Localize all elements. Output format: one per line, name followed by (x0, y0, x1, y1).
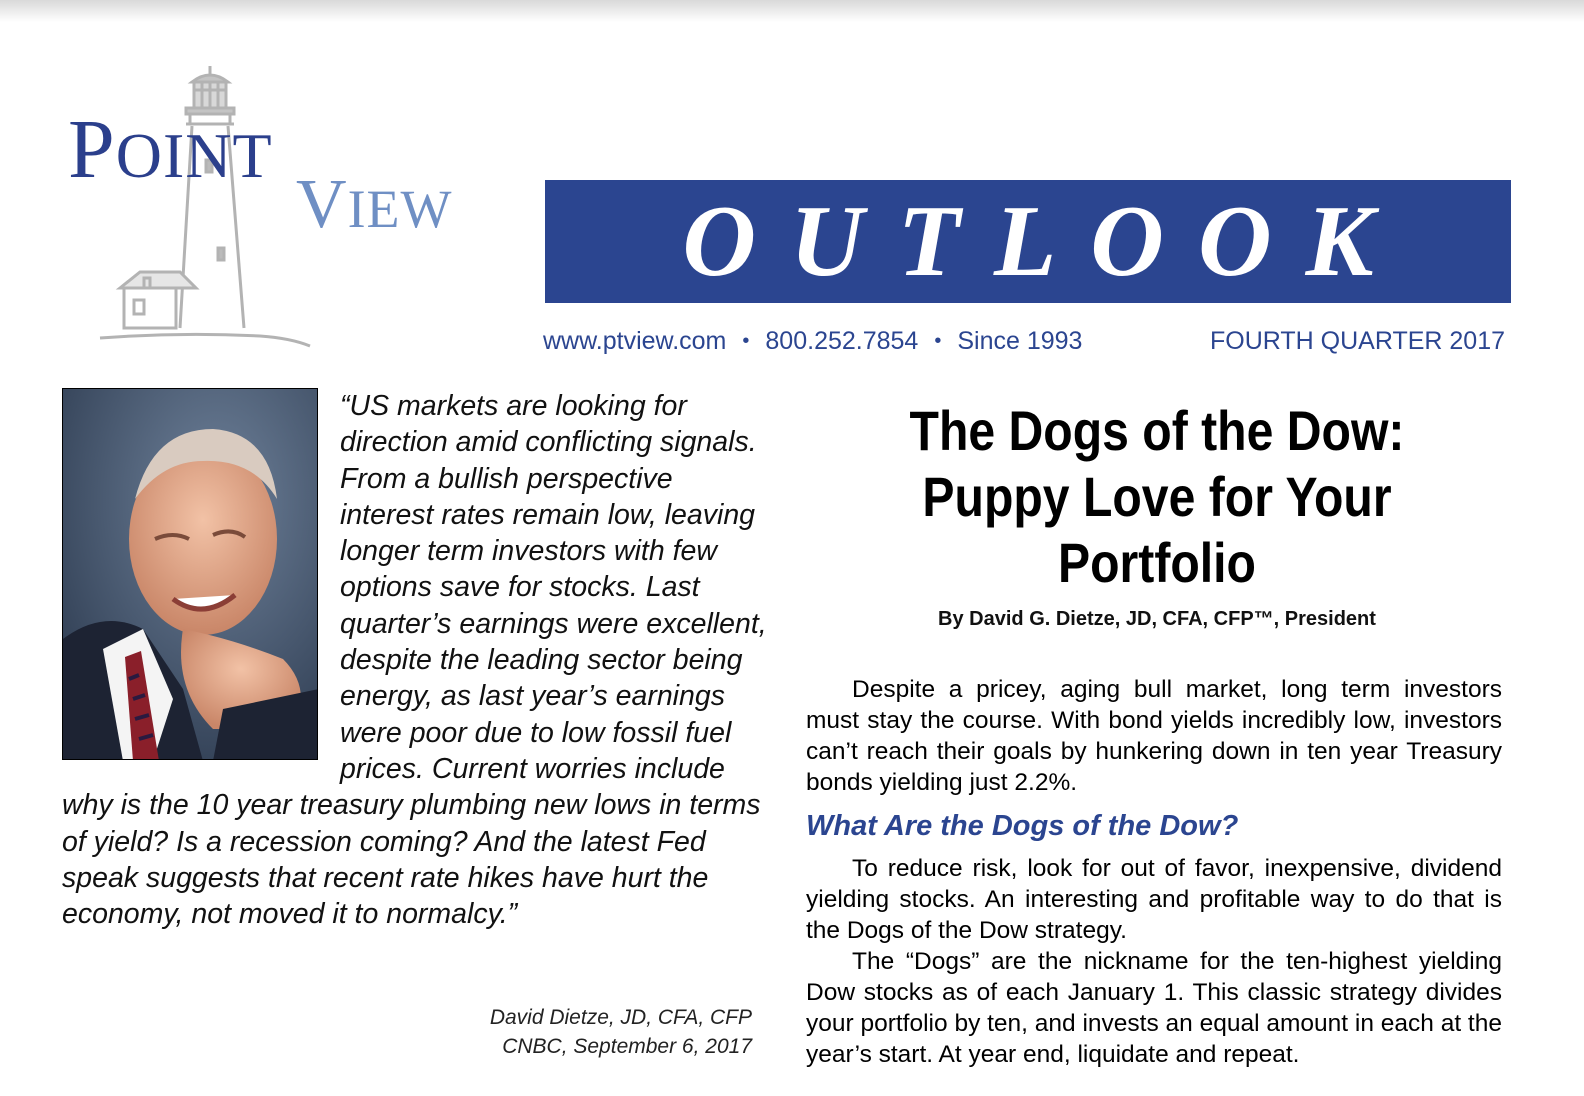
banner-title: OUTLOOK (682, 185, 1408, 298)
title-line: Puppy Love for Your (922, 465, 1392, 528)
title-line: Portfolio (1058, 531, 1256, 594)
quote-attribution (400, 1003, 752, 1061)
attribution-name: David Dietze, JD, CFA, CFP (489, 1006, 752, 1029)
article-paragraph (806, 853, 1502, 946)
paragraph-text: To reduce risk, look for out of favor, inexpensive, dividend yielding stocks. An interesting and profitable way to do that is the Dogs of the Dow strategy. (806, 855, 1502, 944)
paragraph-text: The “Dogs” are the nickname for the ten-highest yielding Dow stocks as of each January 1. This classic strategy divides your portfolio by ten, and invests an equal amount in each at the year’s start. At year end, liquidate and repeat. (806, 948, 1502, 1068)
separator-dot: • (742, 329, 750, 352)
point-view-logo (60, 60, 530, 360)
contact-bar (543, 324, 1509, 358)
article-byline: By David G. Dietze, JD, CFA, CFP™, President (938, 608, 1376, 630)
outlook-banner (545, 180, 1511, 303)
article-paragraph (806, 946, 1502, 1070)
title-line: The Dogs of the Dow: (909, 399, 1405, 462)
article-title (850, 398, 1464, 596)
issue-quarter: FOURTH QUARTER 2017 (1210, 326, 1505, 355)
top-shadow (0, 0, 1584, 22)
portrait-image (63, 389, 318, 760)
paragraph-text: Despite a pricey, aging bull market, long term investors must stay the course. With bond yields incredibly low, investors can’t reach their goals by hunkering down in ten year Treasury bonds yielding just 2.2%. (806, 676, 1502, 796)
author-photo (62, 388, 318, 760)
logo-point-text: POINT (68, 103, 273, 196)
attribution-source: CNBC, September 6, 2017 (502, 1035, 752, 1058)
phone-number: 800.252.7854 (765, 326, 919, 355)
separator-dot: • (934, 329, 942, 352)
quote-text: “US markets are looking for direction amid conflicting signals. From a bullish perspective interest rates remain low, leaving longer term investors with few options save for stocks. Last quarter’s earnings were excellent, despite the leading sector being energy, as last year’s earnings were poor due to low fossil fuel prices. Current worries include why is the 10 year treasury plumbing new lows in terms of yield? Is a recession coming? And the latest Fed speak suggests that recent rate hikes have hurt the economy, not moved it to normalcy.” (62, 390, 767, 931)
since-year: Since 1993 (957, 326, 1083, 355)
article-subheading: What Are the Dogs of the Dow? (806, 810, 1239, 842)
website-link[interactable]: www.ptview.com (543, 326, 727, 355)
article-paragraph (806, 674, 1502, 798)
logo-view-text: VIEW (296, 166, 453, 243)
